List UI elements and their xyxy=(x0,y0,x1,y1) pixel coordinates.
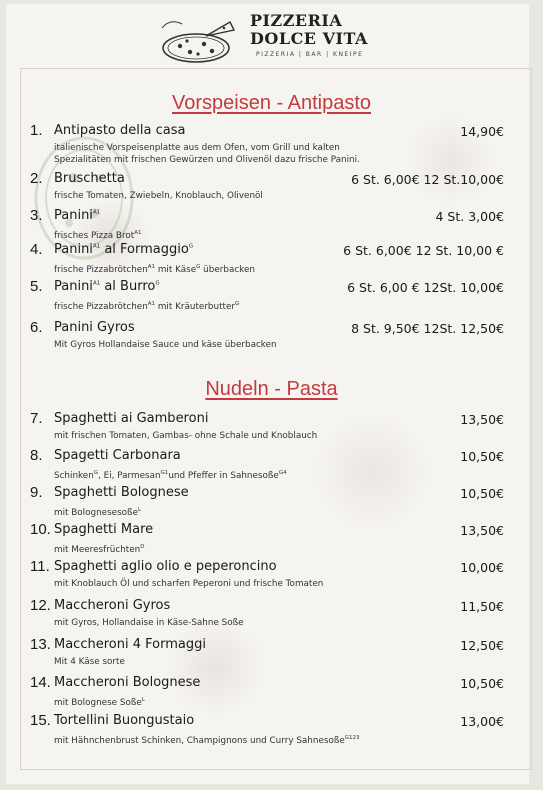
item-name-rest: Bolognese xyxy=(116,485,189,500)
item-description xyxy=(54,578,323,590)
allergen-code: A1 xyxy=(92,280,101,287)
item-description xyxy=(54,142,340,154)
item-price: 14,90€ xyxy=(460,124,504,139)
allergen-code: G1 xyxy=(160,470,169,476)
description-text: frisches Pizza Brot xyxy=(54,230,135,241)
description-text: mit Gyros, Hollandaise in Käse-Sahne Soße xyxy=(54,618,244,628)
item-name xyxy=(54,713,194,728)
logo-title xyxy=(250,12,368,48)
description-text: , Ei, Parmesan xyxy=(98,470,161,481)
item-price: 13,50€ xyxy=(460,523,504,538)
description-text: mit Meeresfrüchten xyxy=(54,544,141,555)
item-number: 9. xyxy=(30,484,43,501)
allergen-code: G xyxy=(235,301,240,307)
allergen-code: G4 xyxy=(278,470,287,476)
item-description xyxy=(54,656,125,668)
section-title-antipasti: Vorspeisen - Antipasto xyxy=(171,92,371,114)
item-name-text: Panini xyxy=(54,208,93,223)
item-name xyxy=(54,171,125,186)
description-text: Spezialitäten mit frischen Gewürzen und Olivenöl dazu frische Panini. xyxy=(54,155,360,165)
item-name xyxy=(54,320,135,335)
item-name-rest: aglio olio e peperoncino xyxy=(116,559,277,574)
item-name-text: Panini xyxy=(54,279,93,294)
item-description xyxy=(54,430,317,442)
pizza-icon xyxy=(160,18,242,64)
item-price: 6 St. 6,00€ 12 St.10,00€ xyxy=(351,172,504,187)
item-name xyxy=(54,411,208,426)
description-text: mit Bolognesesoße xyxy=(54,507,138,518)
description-text: Schinken xyxy=(54,470,94,481)
allergen-code: G xyxy=(93,470,99,476)
allergen-code: A1 xyxy=(147,301,156,307)
item-description xyxy=(54,694,145,709)
item-number: 10. xyxy=(30,521,51,538)
item-number: 1. xyxy=(30,122,43,139)
item-name xyxy=(54,559,277,574)
item-description xyxy=(54,298,239,313)
item-number: 14. xyxy=(30,674,51,691)
item-name-text: Tortellini xyxy=(54,713,109,728)
item-name xyxy=(54,123,185,138)
description-text: italienische Vorspeisenplatte aus dem Ofen, vom Grill und kalten xyxy=(54,143,340,153)
item-price: 10,00€ xyxy=(460,560,504,575)
item-name xyxy=(54,448,181,463)
allergen-code: A1 xyxy=(92,209,101,216)
description-text: frische Tomaten, Zwiebeln, Knoblauch, Olivenöl xyxy=(54,191,263,201)
item-name xyxy=(54,522,153,537)
item-name-text: Antipasto della casa xyxy=(54,123,186,138)
item-description xyxy=(54,190,263,202)
item-name xyxy=(54,675,200,690)
allergen-code: G xyxy=(196,264,201,270)
item-number: 5. xyxy=(30,278,43,295)
item-number: 11. xyxy=(30,558,50,575)
item-name-rest: Mare xyxy=(116,522,154,537)
item-name-text: Spagetti xyxy=(54,448,109,463)
description-text: mit frischen Tomaten, Gambas- ohne Schale und Knoblauch xyxy=(54,431,318,441)
item-number: 2. xyxy=(30,170,43,187)
item-number: 3. xyxy=(30,207,43,224)
item-number: 13. xyxy=(30,636,51,653)
item-price: 13,50€ xyxy=(460,412,504,427)
item-name-text: Maccheroni xyxy=(54,675,129,690)
item-description xyxy=(54,541,144,556)
allergen-code: G123 xyxy=(344,735,360,741)
item-description xyxy=(54,261,255,276)
item-name-rest: al Burro xyxy=(100,279,156,294)
item-price: 4 St. 3,00€ xyxy=(435,209,504,224)
logo-title-line1: PIZZERIA xyxy=(250,11,343,30)
item-name-text: Panini xyxy=(54,242,93,257)
item-name-rest: al Formaggio xyxy=(100,242,189,257)
item-price: 13,00€ xyxy=(460,714,504,729)
item-name xyxy=(54,279,160,294)
item-number: 15. xyxy=(30,712,51,729)
item-number: 7. xyxy=(30,410,43,427)
allergen-code: A1 xyxy=(134,230,142,236)
item-price: 12,50€ xyxy=(460,638,504,653)
item-description xyxy=(54,154,360,166)
allergen-code: G xyxy=(188,243,194,250)
description-text: frische Pizzabrötchen xyxy=(54,264,148,275)
item-description xyxy=(54,227,141,242)
description-text: mit Käse xyxy=(155,264,197,275)
item-name-text: Panini Gyros xyxy=(54,320,135,335)
item-name-text: Spaghetti xyxy=(54,411,117,426)
description-text: mit Bolognese Soße xyxy=(54,697,142,708)
description-text: und Pfeffer in Sahnesoße xyxy=(168,470,279,481)
item-price: 10,50€ xyxy=(460,486,504,501)
item-number: 6. xyxy=(30,319,43,336)
item-name xyxy=(54,208,100,223)
item-name-rest: Bolognese xyxy=(128,675,201,690)
description-text: mit Hähnchenbrust Schinken, Champignons und Curry Sahnesoße xyxy=(54,735,345,746)
description-text: mit Kräuterbutter xyxy=(155,301,236,312)
item-description xyxy=(54,504,141,519)
item-name-text: Maccheroni Gyros xyxy=(54,598,171,613)
allergen-code: L xyxy=(141,697,145,703)
allergen-code: D xyxy=(140,544,145,550)
item-price: 6 St. 6,00 € 12St. 10,00€ xyxy=(347,280,504,295)
allergen-code: A1 xyxy=(92,243,101,250)
item-description xyxy=(54,732,360,747)
item-name xyxy=(54,485,189,500)
item-number: 8. xyxy=(30,447,43,464)
item-name xyxy=(54,242,193,257)
item-price: 10,50€ xyxy=(460,449,504,464)
logo-title-line2: DOLCE VITA xyxy=(250,29,368,48)
logo-subtitle: PIZZERIA | BAR | KNEIPE xyxy=(256,51,364,58)
item-name-rest: Carbonara xyxy=(108,448,181,463)
description-text: frische Pizzabrötchen xyxy=(54,301,148,312)
allergen-code: L xyxy=(138,507,142,513)
description-text: Mit Gyros Hollandaise Sauce und käse überbacken xyxy=(54,340,277,350)
item-name-text: Bruschetta xyxy=(54,171,125,186)
item-description xyxy=(54,617,244,629)
item-name-rest: Buongustaio xyxy=(108,713,195,728)
description-text: Mit 4 Käse sorte xyxy=(54,657,125,667)
description-text: überbacken xyxy=(200,264,255,275)
item-price: 6 St. 6,00€ 12 St. 10,00 € xyxy=(343,243,504,258)
item-name xyxy=(54,598,170,613)
item-name-text: Maccheroni 4 Formaggi xyxy=(54,637,206,652)
description-text: mit Knoblauch Öl und scharfen Peperoni und frische Tomaten xyxy=(54,579,324,589)
item-number: 12. xyxy=(30,597,51,614)
item-number: 4. xyxy=(30,241,43,258)
item-name-text: Spaghetti xyxy=(54,522,117,537)
item-price: 11,50€ xyxy=(460,599,504,614)
allergen-code: G xyxy=(155,280,160,287)
logo xyxy=(160,12,400,66)
item-description xyxy=(54,339,277,351)
item-name-rest: ai Gamberoni xyxy=(116,411,209,426)
item-name-text: Spaghetti xyxy=(54,485,117,500)
section-title-pasta: Nudeln - Pasta xyxy=(205,378,338,400)
item-description xyxy=(54,467,287,482)
allergen-code: A1 xyxy=(147,264,156,270)
item-price: 10,50€ xyxy=(460,676,504,691)
item-name-text: Spaghetti xyxy=(54,559,117,574)
item-name xyxy=(54,637,206,652)
item-price: 8 St. 9,50€ 12St. 12,50€ xyxy=(351,321,504,336)
